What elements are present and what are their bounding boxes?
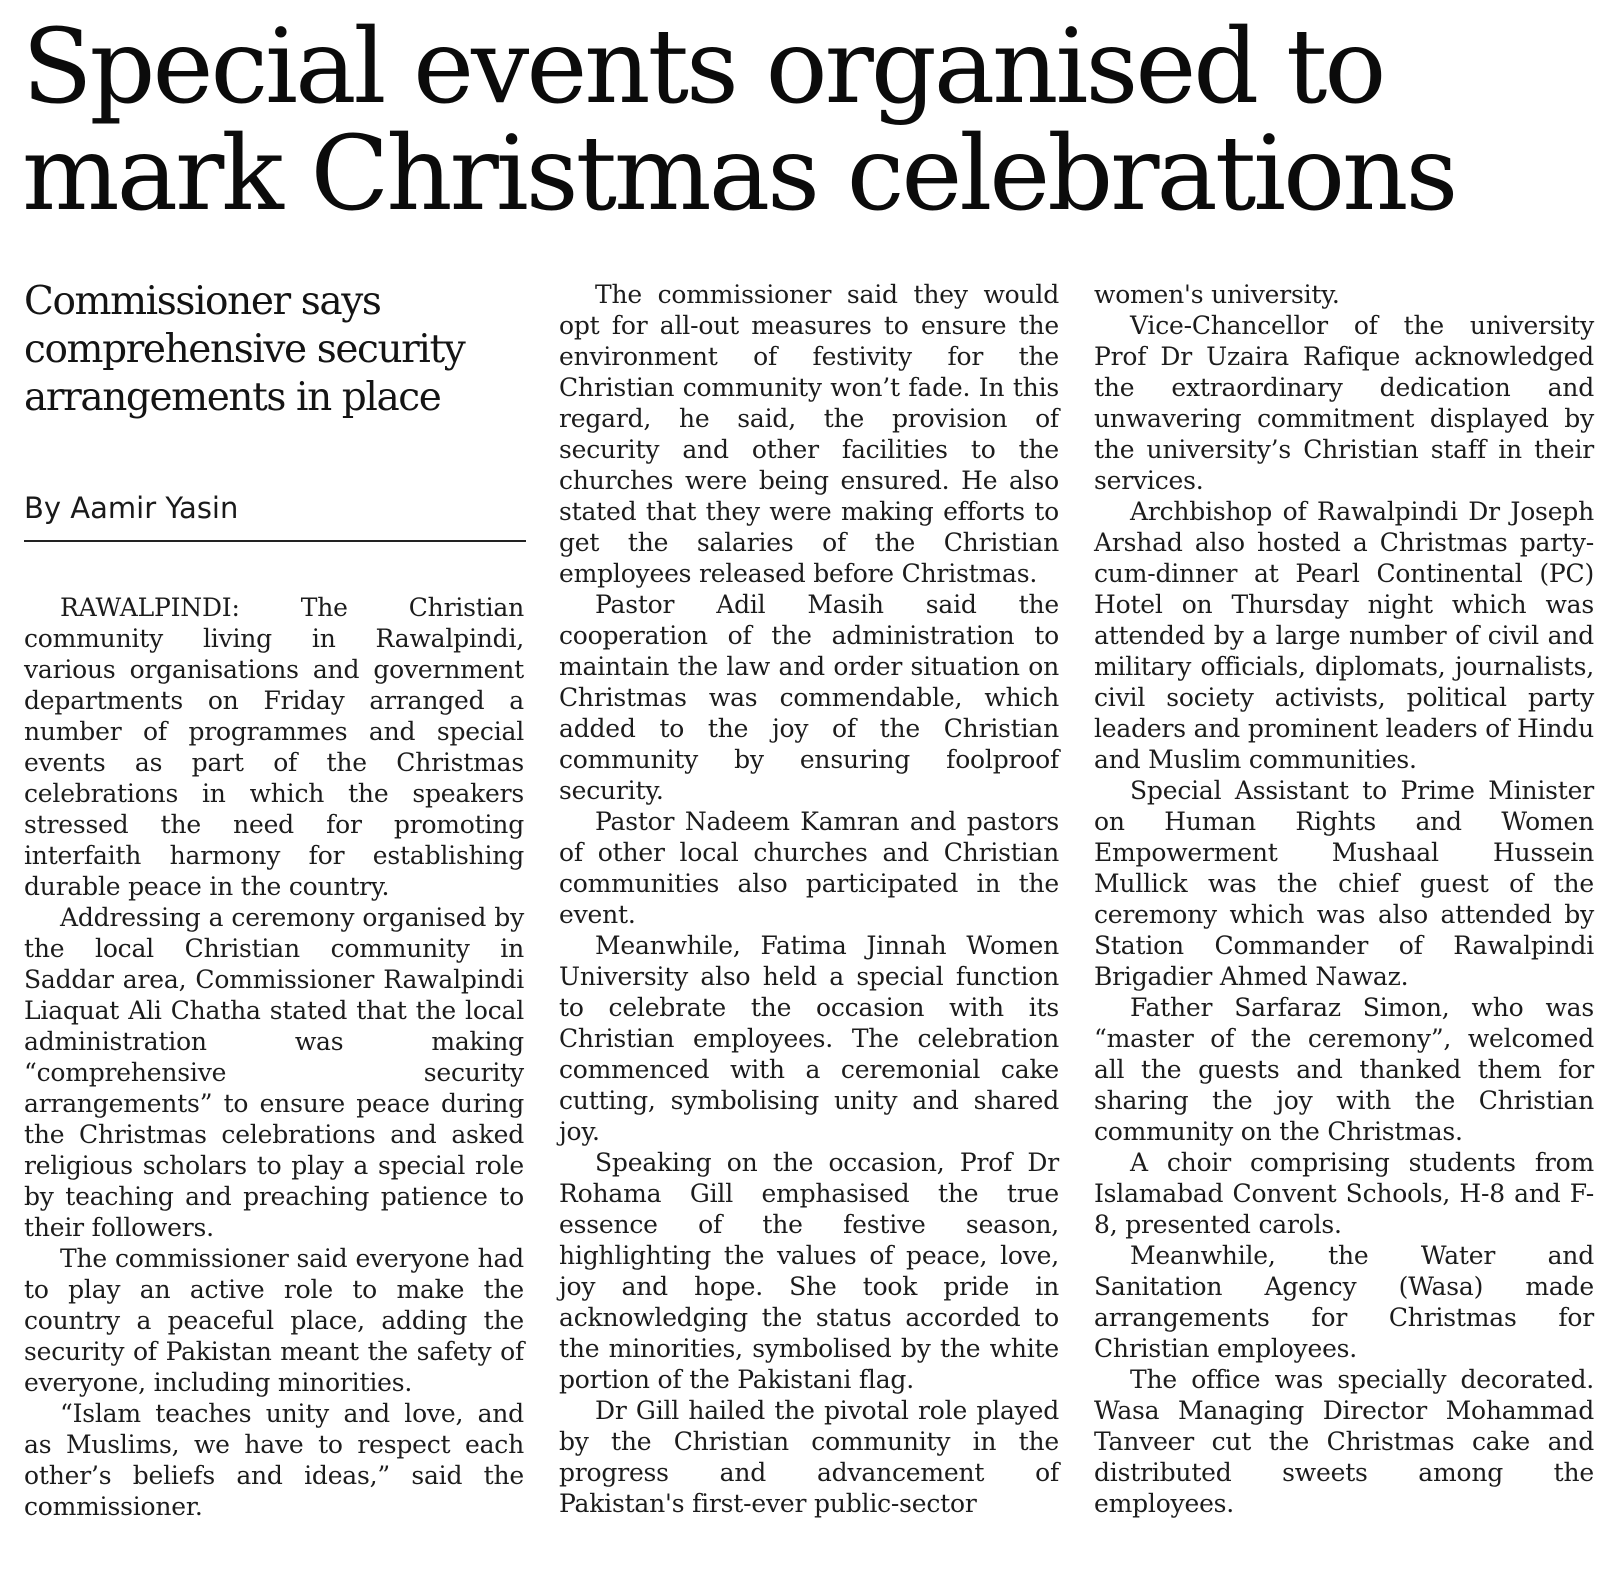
paragraph: Vice-Chancellor of the university Prof Dr Uzaira Rafique acknowledged the extraordinary dedication and unwavering commitment displayed by the university’s Christian staff in their services. xyxy=(1094,311,1594,495)
paragraph: “Islam teaches unity and love, and as Muslims, we have to respect each other’s beliefs and ideas,” said the commissioner. xyxy=(24,1399,524,1521)
paragraph: Pastor Adil Masih said the cooperation of the administration to maintain the law and order situation on Christmas was commendable, which added to the joy of the Christian community by ensuring foolproof security. xyxy=(559,590,1059,805)
sub-headline: Commissioner says comprehensive security arrangements in place xyxy=(24,279,465,420)
paragraph: Meanwhile, the Water and Sanitation Agency (Wasa) made arrangements for Christmas for Christian employees. xyxy=(1094,1241,1594,1363)
paragraph: A choir comprising students from Islamabad Convent Schools, H-8 and F-8, presented carols. xyxy=(1094,1148,1594,1239)
paragraph: Special Assistant to Prime Minister on Human Rights and Women Empowerment Mushaal Hussein Mullick was the chief guest of the ceremony which was also attended by Station Commander of Rawalpindi Brigadier Ahmed Nawaz. xyxy=(1094,776,1594,991)
article-column-2 xyxy=(559,279,1059,1519)
paragraph: The commissioner said they would opt for all-out measures to ensure the environment of festivity for the Christian community won’t fade. In this regard, he said, the provision of security and other facilities to the churches were being ensured. He also stated that they were making efforts to get the salaries of the Christian employees released before Christmas. xyxy=(559,280,1059,588)
paragraph: The office was specially decorated. Wasa Managing Director Mohammad Tanveer cut the Christmas cake and distributed sweets among the employees. xyxy=(1094,1365,1594,1518)
paragraph: Addressing a ceremony organised by the local Christian community in Saddar area, Commissioner Rawalpindi Liaquat Ali Chatha stated that the local administration was making “comprehensive security arrangements” to ensure peace during the Christmas celebrations and asked religious scholars to play a special role by teaching and preaching patience to their followers. xyxy=(24,903,524,1242)
article-column-1 xyxy=(24,592,524,1522)
byline: By Aamir Yasin xyxy=(24,491,239,525)
paragraph: Meanwhile, Fatima Jinnah Women University also held a special function to celebrate the occasion with its Christian employees. The celebration commenced with a ceremonial cake cutting, symbolising unity and shared joy. xyxy=(559,931,1059,1146)
paragraph: Archbishop of Rawalpindi Dr Joseph Arshad also hosted a Christmas party-cum-dinner at Pearl Continental (PC) Hotel on Thursday night which was attended by a large number of civil and military officials, diplomats, journalists, civil society activists, political party leaders and prominent leaders of Hindu and Muslim communities. xyxy=(1094,497,1594,774)
article-column-3 xyxy=(1094,279,1594,1519)
paragraph: The commissioner said everyone had to play an active role to make the country a peaceful place, adding the security of Pakistan meant the safety of everyone, including minorities. xyxy=(24,1244,524,1397)
paragraph: RAWALPINDI: The Christian community living in Rawalpindi, various organisations and government departments on Friday arranged a number of programmes and special events as part of the Christmas celebrations in which the speakers stressed the need for promoting interfaith harmony for establishing durable peace in the country. xyxy=(24,593,524,901)
paragraph: Father Sarfaraz Simon, who was “master of the ceremony”, welcomed all the guests and thanked them for sharing the joy with the Christian community on the Christmas. xyxy=(1094,993,1594,1146)
paragraph: Speaking on the occasion, Prof Dr Rohama Gill emphasised the true essence of the festive season, highlighting the values of peace, love, joy and hope. She took pride in acknowledging the status accorded to the minorities, symbolised by the white portion of the Pakistani flag. xyxy=(559,1148,1059,1394)
byline-rule xyxy=(24,540,526,542)
paragraph: Dr Gill hailed the pivotal role played by the Christian community in the progress and advancement of Pakistan's first-ever public-sector xyxy=(559,1396,1059,1518)
headline: Special events organised to mark Christmas celebrations xyxy=(22,7,1456,234)
paragraph-continued: women's university. xyxy=(1094,280,1340,309)
paragraph: Pastor Nadeem Kamran and pastors of other local churches and Christian communities also participated in the event. xyxy=(559,807,1059,929)
